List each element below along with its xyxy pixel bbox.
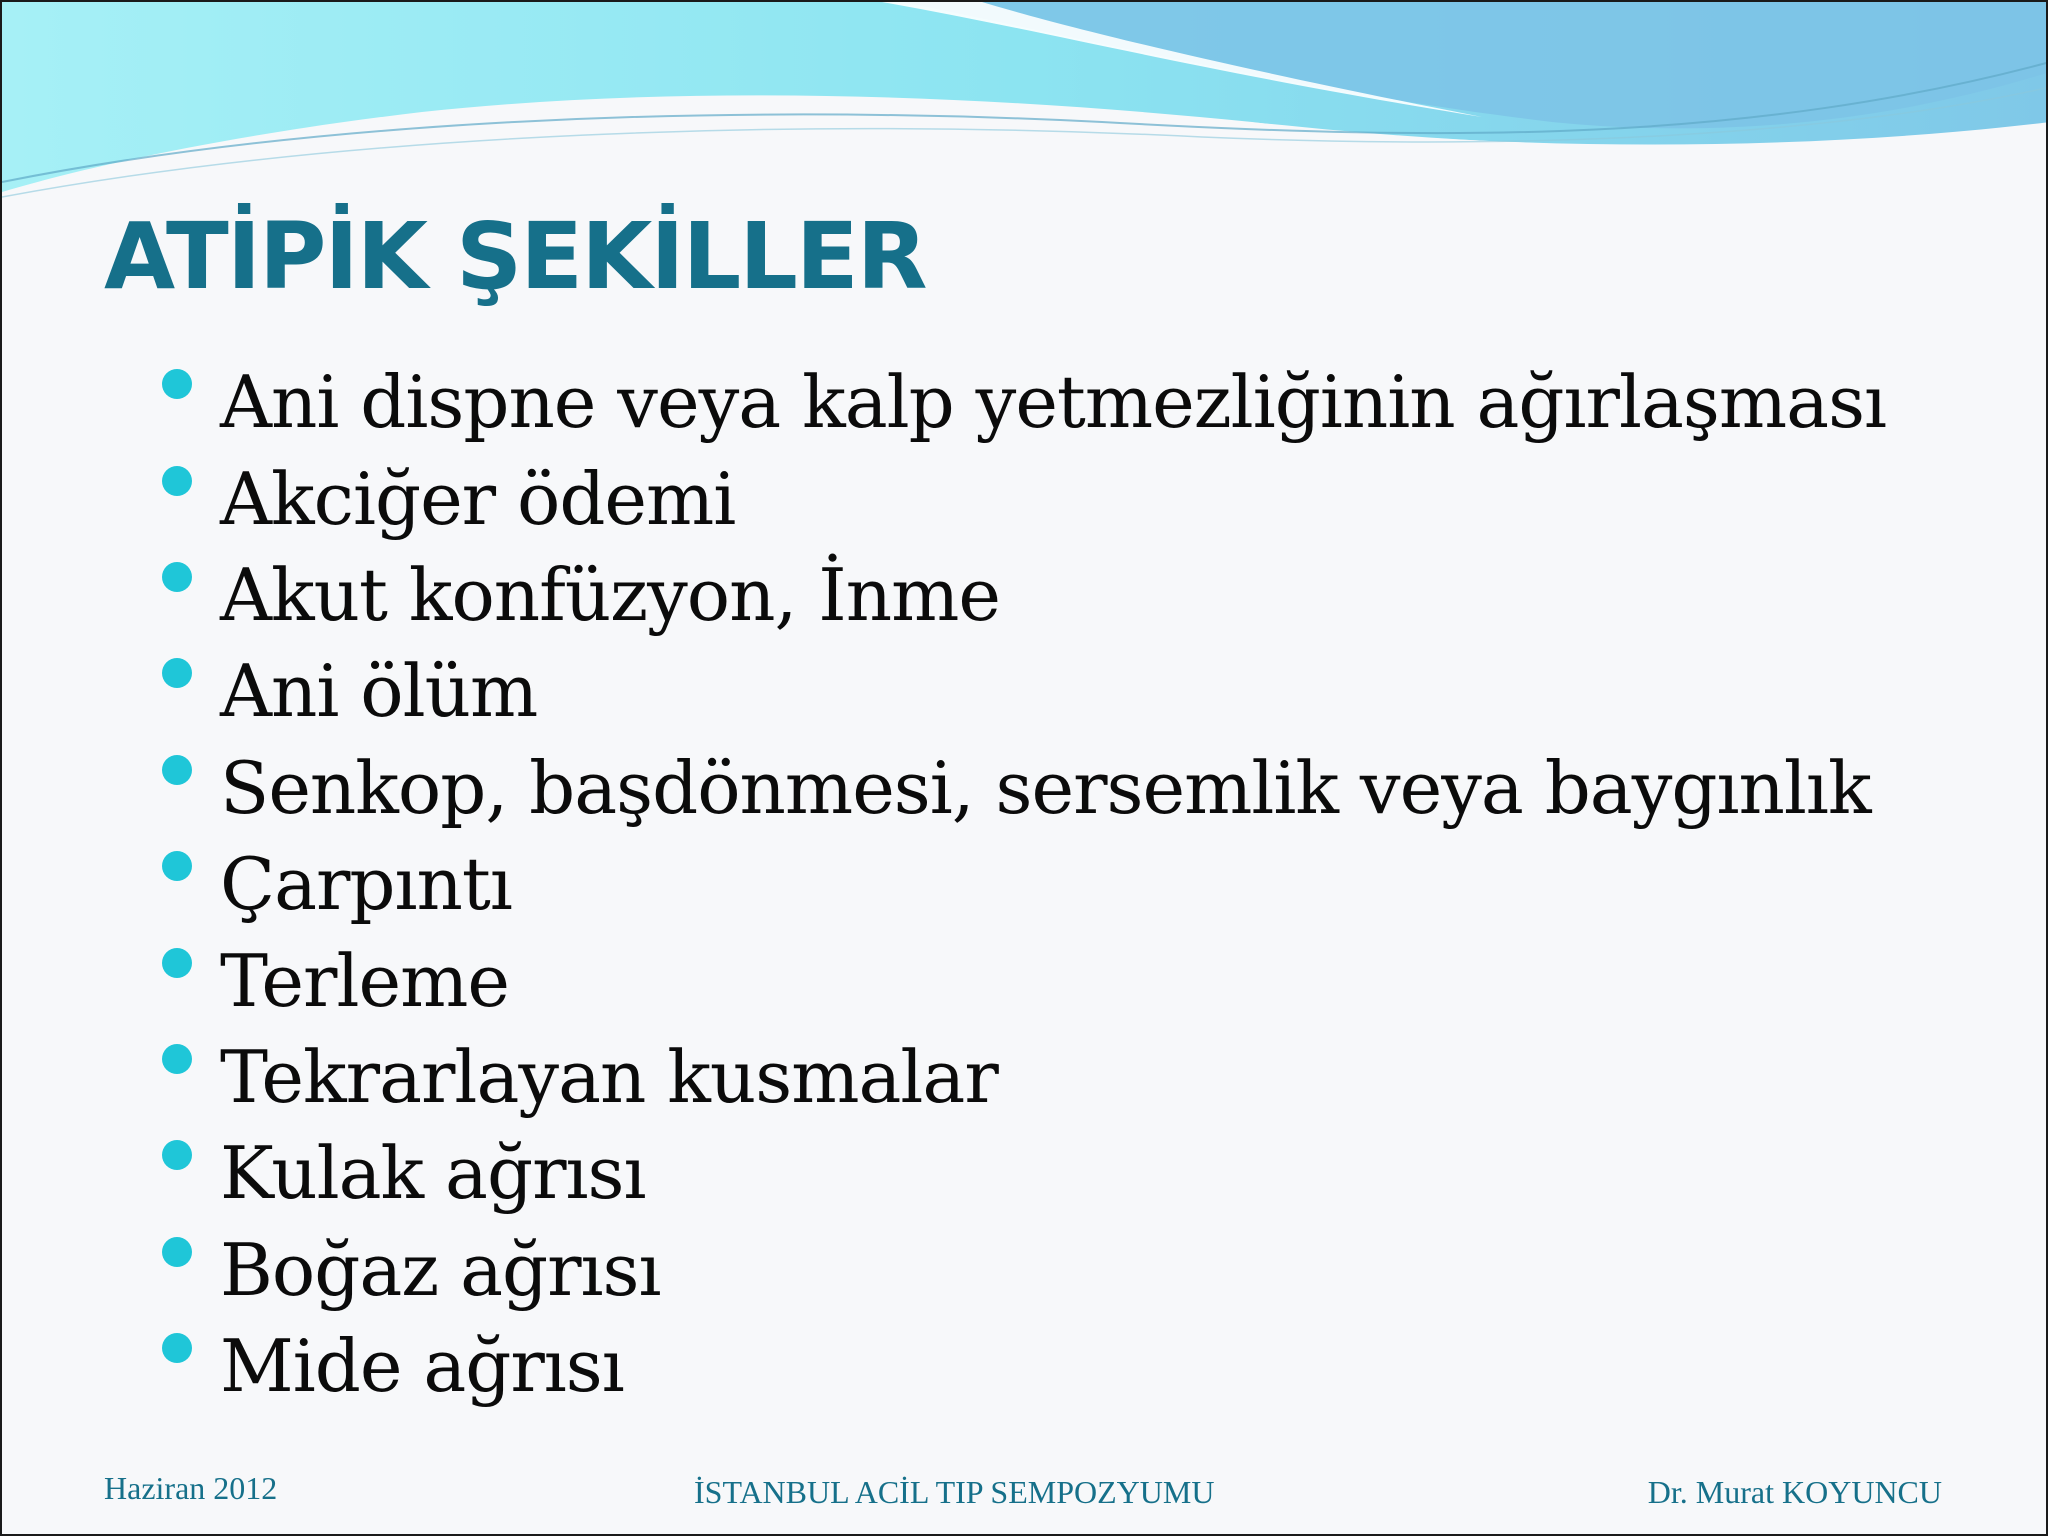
footer-event: İSTANBUL ACİL TIP SEMPOZYUMU [694,1474,1215,1510]
bullet-text: Senkop, başdönmesi, sersemlik veya baygınlık [220,745,1871,830]
footer-author: Dr. Murat KOYUNCU [1647,1474,1942,1510]
bullet-dot-icon [162,1140,192,1170]
bullet-dot-icon [162,1333,192,1363]
bullet-dot-icon [162,1044,192,1074]
bullet-dot-icon [162,755,192,785]
list-item [162,932,1886,1028]
list-item [162,1125,1886,1221]
list-item [162,643,1886,739]
bullet-dot-icon [162,369,192,399]
bullet-text: Terleme [220,938,509,1023]
bullet-text: Çarpıntı [220,842,512,927]
bullet-text: Akciğer ödemi [220,456,736,541]
bullet-text: Ani ölüm [220,649,538,734]
bullet-text: Tekrarlayan kusmalar [220,1034,998,1119]
list-item [162,836,1886,932]
slide-title: ATİPİK ŞEKİLLER [104,203,926,310]
list-item [162,547,1886,643]
list-item [162,1222,1886,1318]
list-item [162,354,1886,450]
footer-date: Haziran 2012 [104,1470,278,1506]
bullet-text: Akut konfüzyon, İnme [220,552,1000,637]
bullet-dot-icon [162,466,192,496]
list-item [162,1318,1886,1414]
bullet-dot-icon [162,1237,192,1267]
list-item [162,450,1886,546]
bullet-text: Ani dispne veya kalp yetmezliğinin ağırlaşması [220,360,1887,445]
bullet-text: Mide ağrısı [220,1324,624,1409]
bullet-dot-icon [162,562,192,592]
list-item [162,1029,1886,1125]
bullet-text: Kulak ağrısı [220,1131,646,1216]
list-item [162,740,1886,836]
bullet-dot-icon [162,851,192,881]
bullet-list [162,354,1886,1414]
bullet-dot-icon [162,658,192,688]
bullet-dot-icon [162,948,192,978]
bullet-text: Boğaz ağrısı [220,1227,661,1312]
